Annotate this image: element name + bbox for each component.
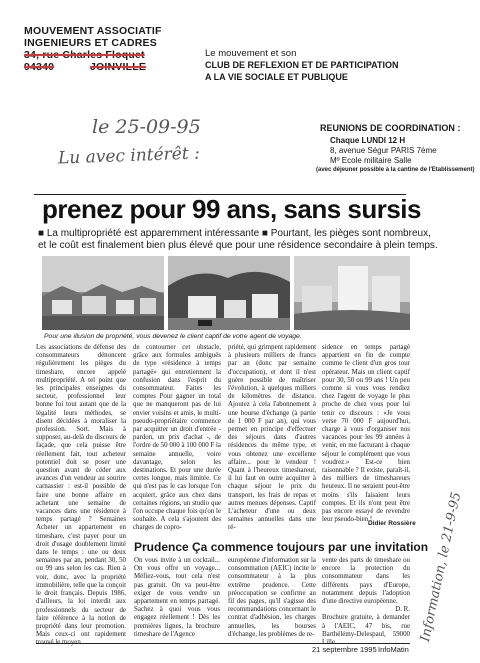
column-4-text: sidence en temps partagé appartient en fin de compte comme le client d'un gros tour opérateur. Mais un client captif pour 30, 50 ou 99 ans ! Un peu comme si vous vous rendiez chez l'agent de voyage le plus proche de chez vous pour lui tenir ce discours : «Je vous verse 70 000 F aujourd'hui, charge à vous d'organiser nos vacances pour les 99 années à venir, en me facturant à chaque séjour le complément que vous voudrez.» Est-ce bien raisonnable ? Il existe, paraît-il, des milliers de timeshareurs heureux. Il ne seraient peut-être moins s'ils faisaient leurs comptes. Et ils n'ont peut être pas encore essayé de revendre leur pseudo-bien ! [322,344,410,524]
sub-column-1-text: On vous invite à un cocktail... On vous offre un voyage... Méfiez-vous, tout cela n'est pas gratuit. On va peut-être exiger de vous vendre un appartement en temps partagé. Sachez à quoi vous vous engagez réellement ! Dès les premières lignes, la brochure timeshare de l'Agence [134,557,220,638]
article-column-3 [228,344,316,530]
article-photo-2 [168,256,290,330]
article-byline: Didier Rossière [368,520,416,527]
club-line2: CLUB DE REFLEXION ET DE PARTICIPATION [205,60,399,70]
column-2-text: de contourner cet obstacle, grâce aux formules ambiguës de type «résidence à temps partagé» qui entretiennent la confusion dans l'esprit du consommateur. Faites les comptes Pour gagner un total que ne manqueront pas de lui envier voisins et amis, le multi-pseudo-propriétaire commence par acquitter un droit d'entrée - pardon, un prix d'achat -, de l'ordre de 50 000 à 100 000 F la semaine annuelle, voire davantage, selon les destinations. Et pour une durée certes longue, mais limitée. Ce qui n'est pas le cas lorsque l'on acquiert, grâce aux chez dans certaines régions, un studio que l'on occupe chaque fois qu'on le souhaite. A cela s'ajoutent des charges de copro- [133,344,222,532]
article-photo-3 [294,256,410,330]
column-3-text: priété, qui grimpent rapidement à plusieurs milliers de francs par an (donc par semaine d'occupation), et dont il n'est guère possible de maîtriser l'évolution, à quelques milliers de kilomètres de distance. Ajoutez à cela l'abonnement à une bourse d'échange (à partie de 1 000 F par an), qui vous permet en principe d'effectuer des séjours dans d'autres résidences du même type, et vous obtenez une excellente affaire... pour le vendeur ! Quant à l'heureux timeshareur, il lui faut en outre acquitter à chaque séjour le prix du transport, les frais de repas et autres menues dépenses. Captif L'acheteur d'une ou deux semaines annuelles dans une ré- [228,344,316,532]
sub-column-3-text: vente des parts de timeshare ou encore la protection du consommateur dans les différents pays d'Europe, notamment depuis l'adoption d'une directive européenne. [322,557,410,606]
article-photo-1 [42,256,164,330]
club-line3: A LA VIE SOCIALE ET PUBLIQUE [205,72,348,82]
article-column-1 [36,344,126,639]
article-lead-line1: ■ La multipropriété est apparemment intéressante ■ Pourtant, les pièges sont nombreux, [38,228,431,239]
org-name-line2: INGENIEURS ET CADRES [24,37,157,49]
sub-article-column-2 [228,557,316,641]
sub-column-2-text: européenne d'information sur la consommation (AEIC) incite le consommateur à la plus extrême prudence. Cette préoccupation se confirme au fil des pages, qu'il s'agisse des recommandations concernant le contrat d'adhésion, les charges annuelles, les bourses d'échange, les problèmes de re- [228,557,316,638]
column-1-text: Les associations de défense des consommateurs dénoncent régulièrement les pièges du timeshare, encore appelé multipropriété. A tel point que les principales enseignes du secteur, professionnel leur bonne foi tout autant que de la légalité leurs méthodes, se disent décidées à moraliser la profession. Sort. Mais à supposer, au-delà du discours de façade, que cela puisse être réellement fait, tout acheteur potentiel doit se poser une question avant de céder aux avances d'un vendeur au sourire carnassier : est-il possible de faire une bonne affaire en achetant une semaine de vacances dans une résidence à temps partagé ? Semaines Acheter un appartement en timeshare, c'est payer pour un droit d'usage doublement limité dans le temps : une ou deux semaines par an, pendant 30, 50 ou 99 ans selon les cas. Rien à voir, donc, avec la propriété immobilière, telle que la conçoit le droit français. Depuis 1986, d'ailleurs, la loi interdit aux professionnels du secteur de faire référence à la notion de propriété dans leur promotion. Mais ceux-ci ont rapidement [36,344,126,639]
footer-publication: InfoMatin [378,645,409,654]
footer-rule [36,643,410,644]
org-name-line1: MOUVEMENT ASSOCIATIF [24,25,162,37]
photo-2-image [168,256,290,330]
org-city: JOINVILLE [90,61,147,73]
photo-3-image [294,256,410,330]
footer-date: 21 septembre 1995 [312,645,377,654]
org-postcode: 94340 [24,61,55,73]
meetings-line4: (avec déjeuner possible à la cantine de l'Etablissement) [316,167,475,173]
org-address: 34, rue Charles Floquet [24,49,145,61]
handwritten-date: le 25-09-95 [92,116,201,138]
meetings-line3: Mº Ecole militaire Salle [330,156,412,165]
article-lead-line2: et le coût est finalement bien plus élevé que pour une résidence secondaire à plein temps. [38,240,438,251]
sub-article-signature: D. R. [395,606,410,614]
meetings-line2: 8, avenue Ségur PARIS 7ème [330,146,437,155]
article-headline: prenez pour 99 ans, sans sursis [42,194,421,224]
meetings-line1: Chaque LUNDI 12 H [330,136,406,145]
handwritten-margin-note: Information, le 21-9-95 [418,490,465,644]
sub-article-column-1 [134,557,220,641]
meetings-title: REUNIONS DE COORDINATION : [320,123,461,133]
photo-1-image [42,256,164,330]
photo-caption: Pour une illusion de propriété, vous devenez le client captif de votre agent de voyage. [44,333,302,340]
handwritten-note: Lu avec intérêt : [57,143,201,169]
club-line1: Le mouvement et son [205,48,297,59]
article-column-2 [133,344,221,530]
sub-article-heading: Prudence Ça commence toujours par une invitation [134,540,429,554]
sub-article-column-3 [322,557,410,641]
sub-column-3-text-b: Brochure gratuite, à demander à l'AEIC, 47 bis, rue Barthélémy-Delespaul, 59000 [322,614,410,638]
